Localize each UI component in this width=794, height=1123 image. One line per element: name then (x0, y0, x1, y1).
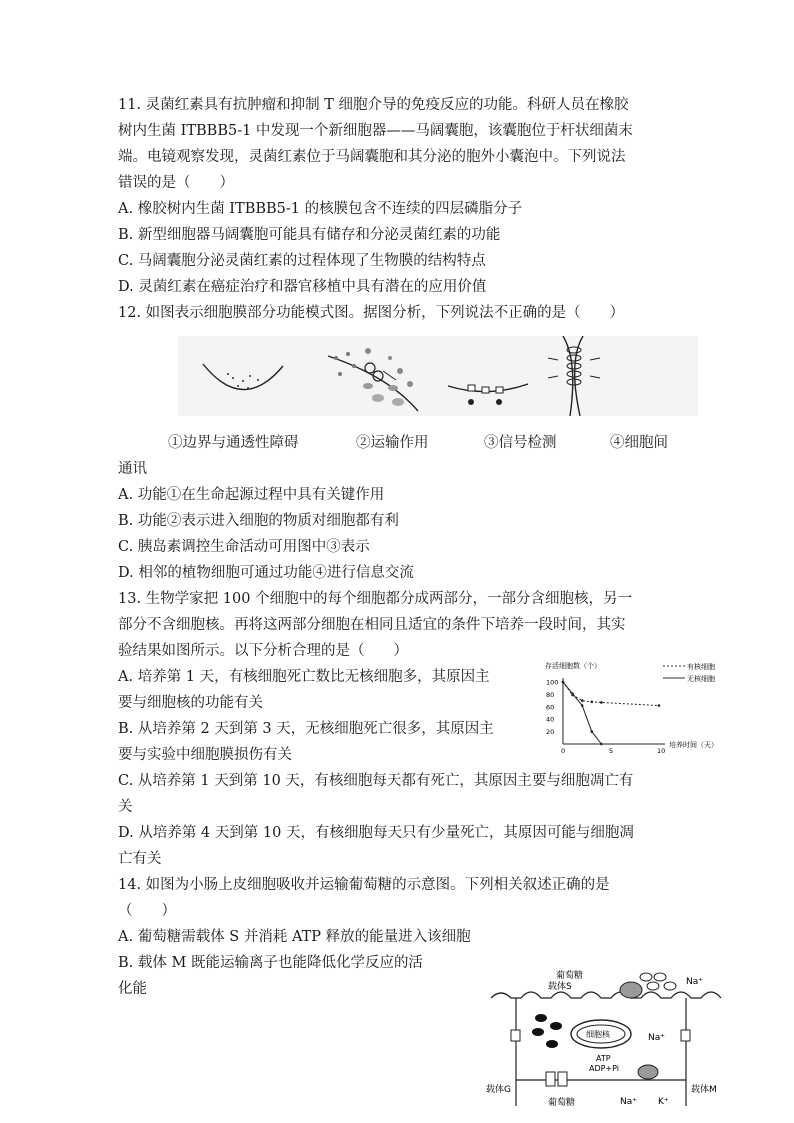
label-glucose-bottom: 葡萄糖 (548, 1098, 576, 1108)
q11-option-c: C. 马阔囊胞分泌灵菌红素的过程体现了生物膜的结构特点 (118, 253, 486, 269)
q13-option-b-1: B. 从培养第 2 天到第 3 天，无核细胞死亡很多，其原因主 (118, 721, 494, 737)
y-tick-label: 100 (546, 678, 559, 687)
glucose-molecule-inside (550, 1022, 562, 1030)
q12-option-d: D. 相邻的植物细胞可通过功能④进行信息交流 (118, 565, 414, 581)
carrier-m-protein (638, 1065, 658, 1079)
glucose-molecule (654, 973, 666, 981)
label-nucleus: 细胞核 (586, 1030, 610, 1039)
series-point (562, 681, 565, 684)
junction-right (681, 1030, 690, 1041)
label-na-top: Na⁺ (686, 977, 703, 987)
series-point (571, 692, 574, 695)
q13-stem-line-2: 部分不含细胞核。再将这两部分细胞在相同且适宜的条件下培养一段时间，其实 (118, 617, 626, 633)
q14-option-a: A. 葡萄糖需载体 S 并消耗 ATP 释放的能量进入该细胞 (118, 929, 471, 945)
series-point (591, 701, 594, 704)
legend-nucleated: 有核细胞 (687, 663, 715, 671)
q11-stem-line-1: 11. 灵菌红素具有抗肿瘤和抑制 T 细胞介导的免疫反应的功能。科研人员在橡胶 (118, 97, 629, 113)
x-tick-label: 0 (561, 747, 566, 755)
microvilli-membrane (491, 992, 721, 998)
caption-boundary: ①边界与通透性障碍 (168, 435, 299, 451)
glucose-transport-figure (486, 968, 726, 1108)
label-na-mid: Na⁺ (648, 1033, 665, 1043)
junction-left (511, 1030, 520, 1041)
y-tick-labels (546, 679, 558, 737)
y-tick-label: 20 (546, 728, 555, 737)
carrier-g-protein (546, 1072, 555, 1086)
series-point (581, 699, 584, 702)
q11-stem-line-2: 树内生菌 ITBBB5-1 中发现一个新细胞器——马阔囊胞，该囊胞位于杆状细菌末 (118, 123, 633, 139)
label-carrier-g: 载体G (486, 1085, 511, 1095)
q13-stem-line-3: 验结果如图所示。以下分析合理的是（ ） (118, 643, 408, 659)
membrane-function-figure (178, 336, 698, 416)
series-line-nucleated (563, 682, 659, 706)
q11-option-b: B. 新型细胞器马阔囊胞可能具有储存和分泌灵菌红素的功能 (118, 227, 501, 243)
series-line-enucleated (563, 682, 601, 744)
q11-option-d: D. 灵菌红素在癌症治疗和器官移植中具有潜在的应用价值 (118, 279, 487, 295)
q12-caption-wrap: 通讯 (118, 461, 147, 477)
glucose-molecule (647, 982, 659, 990)
figure-background (178, 336, 698, 416)
series-point (658, 704, 661, 707)
q14-option-b-1: B. 载体 M 既能运输离子也能降低化学反应的活 (118, 955, 423, 971)
glucose-molecule-inside (546, 1040, 558, 1048)
q13-option-c-1: C. 从培养第 1 天到第 10 天，有核细胞每天都有死亡，其原因主要与细胞凋亡有 (118, 773, 634, 789)
caption-communication: ④细胞间 (610, 435, 668, 451)
glucose-molecule (640, 973, 652, 981)
label-carrier-m: 载体M (691, 1085, 717, 1095)
glucose-molecule-inside (535, 1014, 547, 1022)
label-glucose-top: 葡萄糖 (556, 971, 584, 981)
q14-option-b-2: 化能 (118, 981, 147, 997)
label-carrier-s: 载体S (548, 982, 572, 992)
label-na-bottom: Na⁺ (620, 1097, 637, 1107)
q12-option-c: C. 胰岛素调控生命活动可用图中③表示 (118, 539, 370, 555)
q12-option-b: B. 功能②表示进入细胞的物质对细胞都有利 (118, 513, 399, 529)
q11-stem-line-4: 错误的是（ ） (118, 175, 234, 191)
carrier-g-protein (558, 1072, 567, 1086)
q13-option-b-2: 要与实验中细胞膜损伤有关 (118, 747, 292, 763)
y-tick-label: 80 (546, 690, 555, 699)
series-point (600, 701, 603, 704)
survival-chart (543, 660, 723, 756)
q13-option-a-1: A. 培养第 1 天，有核细胞死亡数比无核细胞多，其原因主 (118, 669, 490, 685)
q14-stem-line-2: （ ） (118, 903, 176, 919)
y-tick-label: 40 (546, 715, 555, 724)
glucose-molecule (664, 982, 676, 990)
label-k-bottom: K⁺ (658, 1097, 669, 1107)
label-adp: ADP+Pi (589, 1064, 620, 1073)
q13-option-a-2: 要与细胞核的功能有关 (118, 695, 263, 711)
q13-option-c-2: 关 (118, 799, 133, 815)
caption-transport: ②运输作用 (356, 435, 429, 451)
q13-stem-line-1: 13. 生物学家把 100 个细胞中的每个细胞都分成两部分，一部分含细胞核，另一 (118, 591, 633, 607)
series-point (600, 743, 603, 746)
q13-option-d-1: D. 从培养第 4 天到第 10 天，有核细胞每天只有少量死亡，其原因可能与细胞凋 (118, 825, 634, 841)
q11-option-a: A. 橡胶树内生菌 ITBBB5-1 的核膜包含不连续的四层磷脂分子 (118, 201, 523, 217)
chart-series (562, 681, 661, 746)
x-tick-label: 10 (657, 747, 666, 755)
question-11 (118, 92, 678, 326)
carrier-s-protein (620, 982, 642, 998)
series-point (591, 730, 594, 733)
q12-option-a: A. 功能①在生命起源过程中具有关键作用 (118, 487, 385, 503)
q12-stem: 12. 如图表示细胞膜部分功能模式图。据图分析，下列说法不正确的是（ ） (118, 305, 625, 321)
q13-option-d-2: 亡有关 (118, 851, 162, 867)
q14-stem-line-1: 14. 如图为小肠上皮细胞吸收并运输葡萄糖的示意图。下列相关叙述正确的是 (118, 877, 610, 893)
x-tick-label: 5 (609, 747, 614, 755)
label-atp: ATP (596, 1054, 611, 1063)
caption-signal: ③信号检测 (484, 435, 557, 451)
q11-stem-line-3: 端。电镜观察发现，灵菌红素位于马阔囊胞和其分泌的胞外小囊泡中。下列说法 (118, 149, 626, 165)
glucose-molecule-inside (532, 1028, 544, 1036)
series-point (581, 704, 584, 707)
y-tick-label: 60 (546, 703, 555, 712)
x-tick-labels (561, 747, 665, 755)
chart-ylabel: 存活细胞数（个） (545, 662, 601, 670)
legend-enucleated: 无核细胞 (687, 675, 715, 683)
chart-xlabel: 培养时间（天） (669, 741, 718, 749)
